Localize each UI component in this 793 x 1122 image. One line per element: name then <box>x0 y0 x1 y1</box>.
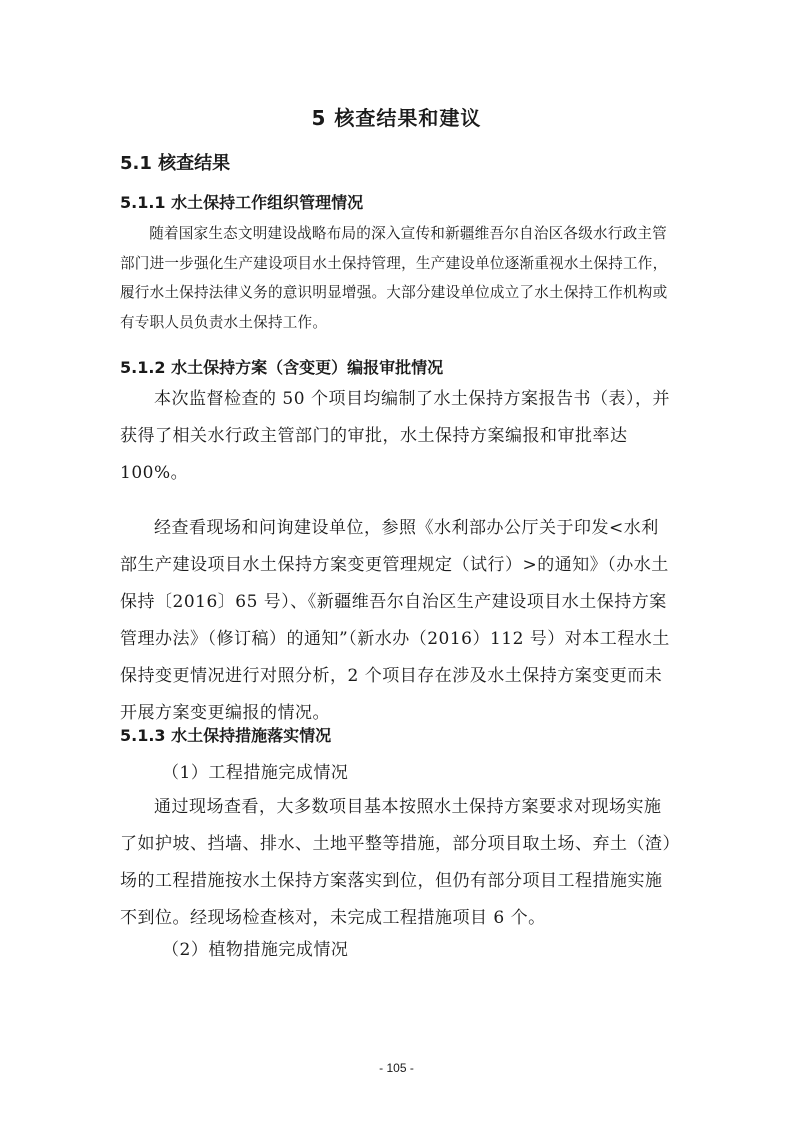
page-number: - 105 - <box>379 1061 414 1075</box>
subsection-title-3: 5.1.3 水土保持措施落实情况 <box>120 726 332 745</box>
paragraph-plan-approval: 本次监督检查的 50 个项目均编制了水土保持方案报告书（表），并获得了相关水行政主管部门的审批，水土保持方案编报和审批率达 100%。 <box>120 389 670 483</box>
subsection-title-1: 5.1.1 水土保持工作组织管理情况 <box>120 193 364 212</box>
paragraph-organization: 随着国家生态文明建设战略布局的深入宣传和新疆维吾尔自治区各级水行政主管部门进一步强化生产建设项目水土保持管理，生产建设单位逐渐重视水土保持工作，履行水土保持法律义务的意识明显增强。大部分建设单位成立了水土保持工作机构或有专职人员负责水土保持工作。 <box>120 225 668 331</box>
subsection-title-2: 5.1.2 水土保持方案（含变更）编报审批情况 <box>120 358 444 377</box>
item-engineering-measures: （1）工程措施完成情况 <box>162 763 349 783</box>
paragraph-plan-change: 经查看现场和问询建设单位，参照《水利部办公厅关于印发<水利部生产建设项目水土保持方案变更管理规定（试行）>的通知》（办水土保持〔2016〕65 号）、《新疆维吾尔自治区生产建设项目水土保持方案管理办法》（修订稿）的通知”（新水办（2016）112 号）对本工程水土保持变更情况进行对照分析，2 个项目存在涉及水土保持方案变更而未开展方案变更编报的情况。 <box>120 518 670 723</box>
chapter-title: 5 核查结果和建议 <box>311 106 482 130</box>
section-title: 5.1 核查结果 <box>120 153 231 174</box>
paragraph-engineering-measures: 通过现场查看，大多数项目基本按照水土保持方案要求对现场实施了如护坡、挡墙、排水、土地平整等措施，部分项目取土场、弃土（渣）场的工程措施按水土保持方案落实到位，但仍有部分项目工程措施实施不到位。经现场检查核对，未完成工程措施项目 6 个。 <box>120 797 672 928</box>
item-vegetation-measures: （2）植物措施完成情况 <box>162 940 349 960</box>
